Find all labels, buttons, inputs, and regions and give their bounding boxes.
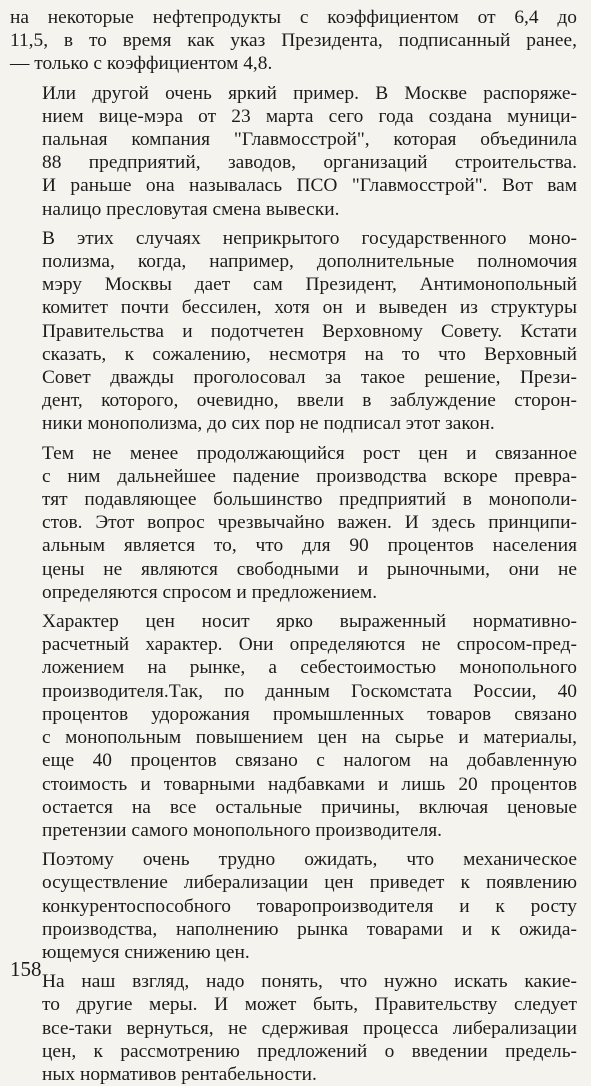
text-line: Тем не менее продолжающийся рост цен и связанное (42, 442, 577, 464)
paragraph (10, 227, 577, 436)
text-line: 11,5, в то время как указ Президента, подписанный ранее, (10, 30, 577, 52)
text-line: на некоторые нефтепродукты с коэффициентом от 6,4 до (10, 7, 577, 28)
text-line: дент, которого, очевидно, ввели в заблуждение сторон- (42, 390, 577, 412)
paragraph (10, 82, 577, 221)
text-line: И раньше она называлась ПСО "Главмосстрой". Вот вам (42, 175, 577, 197)
text-line: остается на все остальные причины, включая ценовые (42, 796, 577, 818)
text-line: все-таки вернуться, не сдерживая процесса либерализации (42, 1017, 577, 1039)
paragraph (10, 970, 577, 1086)
text-line: производства, наполнению рынка товарами и к ожида- (42, 918, 577, 940)
text-line: Совет дважды проголосовал за такое решение, Прези- (42, 367, 577, 389)
text-line: осуществление либерализации цен приведет к появлению (42, 872, 577, 894)
text-line: комитет почти бессилен, хотя он и выведен из структуры (42, 297, 577, 319)
text-line: стов. Этот вопрос чрезвычайно важен. И здесь принципи- (42, 512, 577, 534)
text-line: На наш взгляд, надо понять, что нужно искать какие- (42, 971, 577, 993)
text-line: еще 40 процентов связано с налогом на добавленную (42, 750, 577, 772)
text-line: Поэтому очень трудно ожидать, что механическое (42, 849, 577, 871)
text-line: с ним дальнейшее падение производства вскоре превра- (42, 465, 577, 487)
paragraph (10, 6, 577, 76)
paragraph (10, 610, 577, 842)
text-line: тят подавляющее большинство предприятий в монополи- (42, 489, 577, 511)
text-line: В этих случаях неприкрытого государственного моно- (42, 227, 577, 249)
text-line: цены не являются свободными и рыночными, они не (42, 558, 577, 580)
paragraph (10, 848, 577, 964)
text-line: определяются спросом и предложением. (42, 581, 378, 603)
text-line: производителя.Так, по данным Госкомстата России, 40 (42, 680, 577, 702)
text-line: ложением на рынке, а себестоимостью монопольного (42, 657, 577, 679)
page-number: 158 (10, 957, 42, 981)
text-line: ных нормативов рентабельности. (42, 1063, 317, 1085)
text-line: ники монополизма, до сих пор не подписал этот закон. (42, 413, 495, 435)
text-line: мэру Москвы дает сам Президент, Антимонопольный (42, 274, 577, 296)
text-line: пальная компания "Главмосстрой", которая объединила (42, 129, 577, 151)
text-line: расчетный характер. Они определяются не спросом-пред- (42, 634, 577, 656)
text-body (10, 6, 577, 1086)
paragraph (10, 442, 577, 604)
text-line: налицо пресловутая смена вывески. (42, 198, 340, 220)
text-line: 88 предприятий, заводов, организаций строительства. (42, 152, 577, 174)
text-line: процентов удорожания промышленных товаров связано (42, 703, 577, 725)
text-line: стоимость и товарными надбавками и лишь 20 процентов (42, 773, 577, 795)
text-line: нием вице-мэра от 23 марта сего года создана муници- (42, 105, 577, 127)
text-line: с монопольным повышением цен на сырье и материалы, (42, 727, 577, 749)
text-line: ющемуся снижению цен. (42, 941, 250, 963)
text-line: претензии самого монопольного производителя. (42, 819, 443, 841)
text-line: полизма, когда, например, дополнительные полномочия (42, 251, 577, 273)
text-line: Характер цен носит ярко выраженный нормативно- (42, 611, 577, 633)
text-line: альным является то, что для 90 процентов населения (42, 535, 577, 557)
text-line: — только с коэффициентом 4,8. (10, 53, 273, 75)
text-line: сказать, к сожалению, несмотря на то что Верховный (42, 343, 577, 365)
text-line: цен, к рассмотрению предложений о введении предель- (42, 1040, 577, 1062)
text-line: Правительства и подотчетен Верховному Совету. Кстати (42, 320, 577, 342)
text-line: то другие меры. И может быть, Правительству следует (42, 994, 577, 1016)
text-line: конкурентоспособного товаропроизводителя и к росту (42, 895, 577, 917)
text-line: Или другой очень яркий пример. В Москве распоряже- (42, 82, 577, 104)
